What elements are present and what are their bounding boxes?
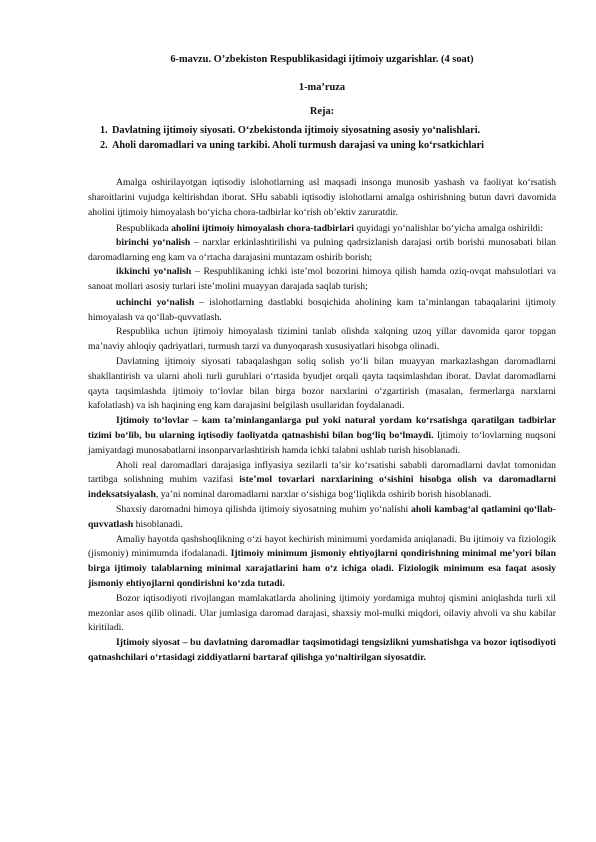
plan-item-text: Davlatning ijtimoiy siyosati. O‘zbekistonda ijtimoiy siyosatning asosiy yo‘nalishlari. [112,125,481,136]
text-run: Aholi real daromadlari darajasiga inflyasiya sezilarli ta’sir ko‘rsatishi sababli daromadlarni davlat tomonidan tartibga solishning muhim vazifasi [88,459,556,486]
paragraph [88,265,556,295]
text-run: – islohotlarning dastlabki bosqichida aholining kam ta’minlangan tabaqalarini ijtimoiy himoyalash va qo‘llab-quvvatlash. [88,297,556,324]
text-run: hisoblanadi. [133,518,183,530]
text-run: , ya’ni nominal daromadlarni narxlar o‘sishiga bog‘liqlikda oshirib borish hisoblanadi. [155,489,492,501]
page-title: 6-mavzu. O’zbekiston Respublikasidagi ijtimoiy uzgarishlar. (4 soat) [170,54,474,65]
text-run: – Respublikaning ichki iste’mol bozorini himoya qilish hamda oziq-ovqat mahsulotlari va sanoat mollari asosiy turlari iste’molini muayyan darajada saqlab turish; [88,266,556,293]
paragraph [88,221,556,236]
plan-list [88,124,556,153]
paragraph [88,414,556,458]
body-text [88,175,556,666]
paragraph [88,459,556,503]
bold-run: Ijtimoiy to‘lovlar – kam ta’minlanganlarga pul yoki natural yordam ko‘rsatishga qaratilgan tadbirlar tizimi bo‘lib, bu ularning iqtisodiy faoliyatda qatnashishi bilan bog‘liq bo‘lmaydi. [88,415,556,441]
plan-heading: Reja: [309,106,335,117]
text-run: quyidagi yo‘nalishlar bo‘yicha amalga oshirildi: [353,222,544,234]
bold-run: birinchi yo‘nalish [116,236,191,248]
text-run: Ijtimoiy to‘lovlarning nuqsoni jamiyatdagi munosabatlarni insonparvarlashtirish hamda ichki talabni ushlab turish hisoblanadi. [88,429,556,456]
plan-item-text: Aholi daromadlari va uning tarkibi. Aholi turmush darajasi va uning ko‘rsatkichlari [112,139,484,151]
paragraph: Bozor iqtisodiyoti rivojlangan mamlakatlarda aholining ijtimoiy yordamiga muhtoj qismini aniqlashda turli xil mezonlar asos qilib olinadi. Ular jumlasiga daromad darajasi, shaxsiy mol-mulki miqdori, oilaviy ahvoli va shu kabilar kiritiladi. [88,592,556,634]
paragraph [88,295,556,325]
paragraph: Amalga oshirilayotgan iqtisodiy islohotlarning asl maqsadi insonga munosib yashash va faoliyat ko‘rsatish sharoitlarini vujudga keltirishdan iborat. SHu sababli iqtisodiy islohotlarni amalga oshirishning butun davri davomida aholini ijtimoiy himoyalash bo‘yicha chora-tadbirlar ko‘rish ob’ektiv zaruratdir. [88,177,556,219]
paragraph: Respublika uchun ijtimoiy himoyalash tizimini tanlab olishda xalqning uzoq yillar davomida qaror topgan ma’naviy ahloqiy qadriyatlari, turmush tarzi va dunyoqarash xususiyatlari hisobga olinadi. [88,326,556,353]
plan-item-number: 1. [100,125,108,136]
text-run: – narxlar erkinlashtirilishi va pulning qadrsizlanish darajasi ortib borishi munosabati bilan daromadlarning eng kam va o‘rtacha darajasini muntazam oshirib borish; [88,236,556,263]
bold-run: Ijtimoiy siyosat – bu davlatning daromadlar taqsimotidagi tengsizlikni yumshatishga va bozor iqtisodiyoti qatnashchilari o‘rtasidagi ziddiyatlarni bartaraf qilishga yo‘naltirilgan siyosatdir. [88,637,556,663]
plan-item [88,139,556,154]
paragraph [88,236,556,266]
lecture-label: 1-ma’ruza [298,82,346,93]
bold-run: aholini ijtimoiy himoyalash chora-tadbirlari [171,222,354,234]
bold-run: iste’mol tovarlari narxlarining o‘sishini hisobga olish va daromadlarni indeksatsiyalash [88,474,556,501]
paragraph: Davlatning ijtimoiy siyosati tabaqalashgan soliq solish yo‘li bilan muayyan markazlashgan daromadlarni shakllantirish va ularni aholi turli guruhlari o‘rtasida byudjet orqali qayta taqsimlashdan iborat. Davlat daromadlarni qayta taqsimlashda ijtimoiy to‘lovlar bilan birga bozor narxlarini o‘zgartirish (masalan, fermerlarga narxlarni kafolatlash) va ish haqining eng kam darajasini belgilash usullaridan foydalanadi. [88,356,556,412]
paragraph [88,533,556,592]
text-run: Shaxsiy daromadni himoya qilishda ijtimoiy siyosatning muhim yo‘nalishi [116,503,411,515]
plan-item [88,124,556,139]
bold-run: ikkinchi yo‘nalish [116,266,192,278]
plan-item-number: 2. [100,139,108,151]
text-run: Respublikada [116,222,172,234]
bold-run: uchinchi yo‘nalish [116,297,195,308]
bold-run: Ijtimoiy minimum jismoniy ehtiyojlarni qondirishning minimal me’yori bilan birga ijtimoiy talablarning minimal xarajatlarini ham o‘z ichiga oladi. Fiziologik minimum esa faqat asosiy jismoniy ehtiyojlarni qondirishni ko‘zda tutadi. [88,548,556,589]
paragraph [88,503,556,533]
bold-run: aholi kambag‘al qatlamini qo‘llab-quvvatlash [88,503,556,530]
paragraph [88,636,556,666]
text-run: Amaliy hayotda qashshoqlikning o‘zi hayot kechirish minimumi yordamida aniqlanadi. Bu ijtimoiy va fiziologik (jismoniy) minimumda ifodalanadi. [88,533,556,560]
